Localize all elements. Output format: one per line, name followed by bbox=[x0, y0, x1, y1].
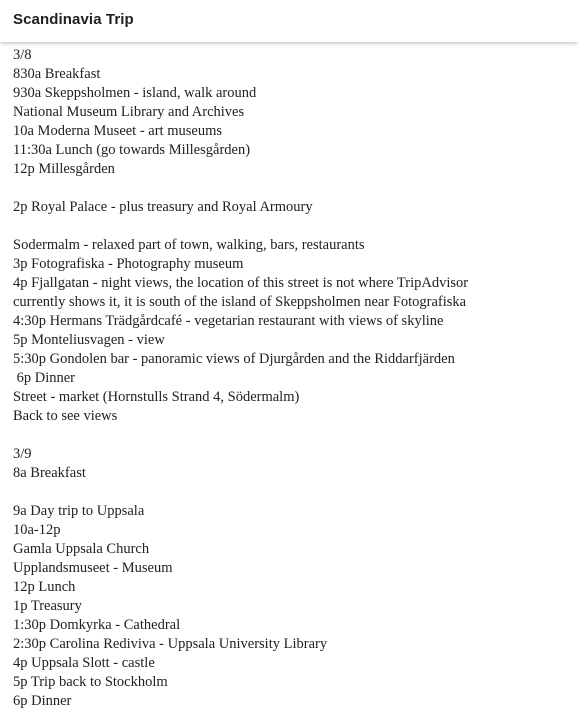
note-line: 1:30p Domkyrka - Cathedral bbox=[13, 617, 181, 633]
note-line: 6p Dinner bbox=[13, 693, 72, 709]
note-line: 4p Uppsala Slott - castle bbox=[13, 655, 155, 671]
note-line: 9a Day trip to Uppsala bbox=[13, 503, 145, 519]
note-line: 3/9 bbox=[13, 446, 32, 462]
note-title[interactable]: Scandinavia Trip bbox=[13, 11, 134, 28]
note-line bbox=[13, 483, 573, 502]
note-header bbox=[0, 0, 578, 42]
note-line bbox=[13, 426, 573, 445]
note-line: 830a Breakfast bbox=[13, 66, 101, 82]
note-line: Sodermalm - relaxed part of town, walking, bars, restaurants bbox=[13, 237, 365, 253]
note-line: currently shows it, it is south of the island of Skeppsholmen near Fotografiska bbox=[13, 294, 467, 310]
note-line: Street - market (Hornstulls Strand 4, Södermalm) bbox=[13, 389, 300, 405]
note-line: 1p Treasury bbox=[13, 598, 82, 614]
note-line: 3p Fotografiska - Photography museum bbox=[13, 256, 244, 272]
note-line: 2:30p Carolina Rediviva - Uppsala University Library bbox=[13, 636, 328, 652]
note-body[interactable] bbox=[13, 46, 573, 711]
note-line: 5p Monteliusvagen - view bbox=[13, 332, 165, 348]
note-line: 4p Fjallgatan - night views, the location of this street is not where TripAdvisor bbox=[13, 275, 469, 291]
note-line: 2p Royal Palace - plus treasury and Royal Armoury bbox=[13, 199, 313, 215]
note-line: Back to see views bbox=[13, 408, 118, 424]
note-line: 12p Lunch bbox=[13, 579, 76, 595]
note-line: 3/8 bbox=[13, 47, 32, 63]
note-line: 10a-12p bbox=[13, 522, 61, 538]
note-line: 5p Trip back to Stockholm bbox=[13, 674, 168, 690]
note-line bbox=[13, 217, 573, 236]
note-line: 10a Moderna Museet - art museums bbox=[13, 123, 222, 139]
note-line: 8a Breakfast bbox=[13, 465, 86, 481]
note-line: 4:30p Hermans Trädgårdcafé - vegetarian restaurant with views of skyline bbox=[13, 313, 444, 329]
note-line: 11:30a Lunch (go towards Millesgården) bbox=[13, 142, 251, 158]
note-line: 12p Millesgården bbox=[13, 161, 115, 177]
note-line: Gamla Uppsala Church bbox=[13, 541, 150, 557]
note-line bbox=[13, 179, 573, 198]
note-line: Upplandsmuseet - Museum bbox=[13, 560, 173, 576]
note-line: 5:30p Gondolen bar - panoramic views of Djurgården and the Riddarfjärden bbox=[13, 351, 455, 367]
note-line: 6p Dinner bbox=[13, 370, 76, 386]
note-line: National Museum Library and Archives bbox=[13, 104, 245, 120]
note-line: 930a Skeppsholmen - island, walk around bbox=[13, 85, 257, 101]
